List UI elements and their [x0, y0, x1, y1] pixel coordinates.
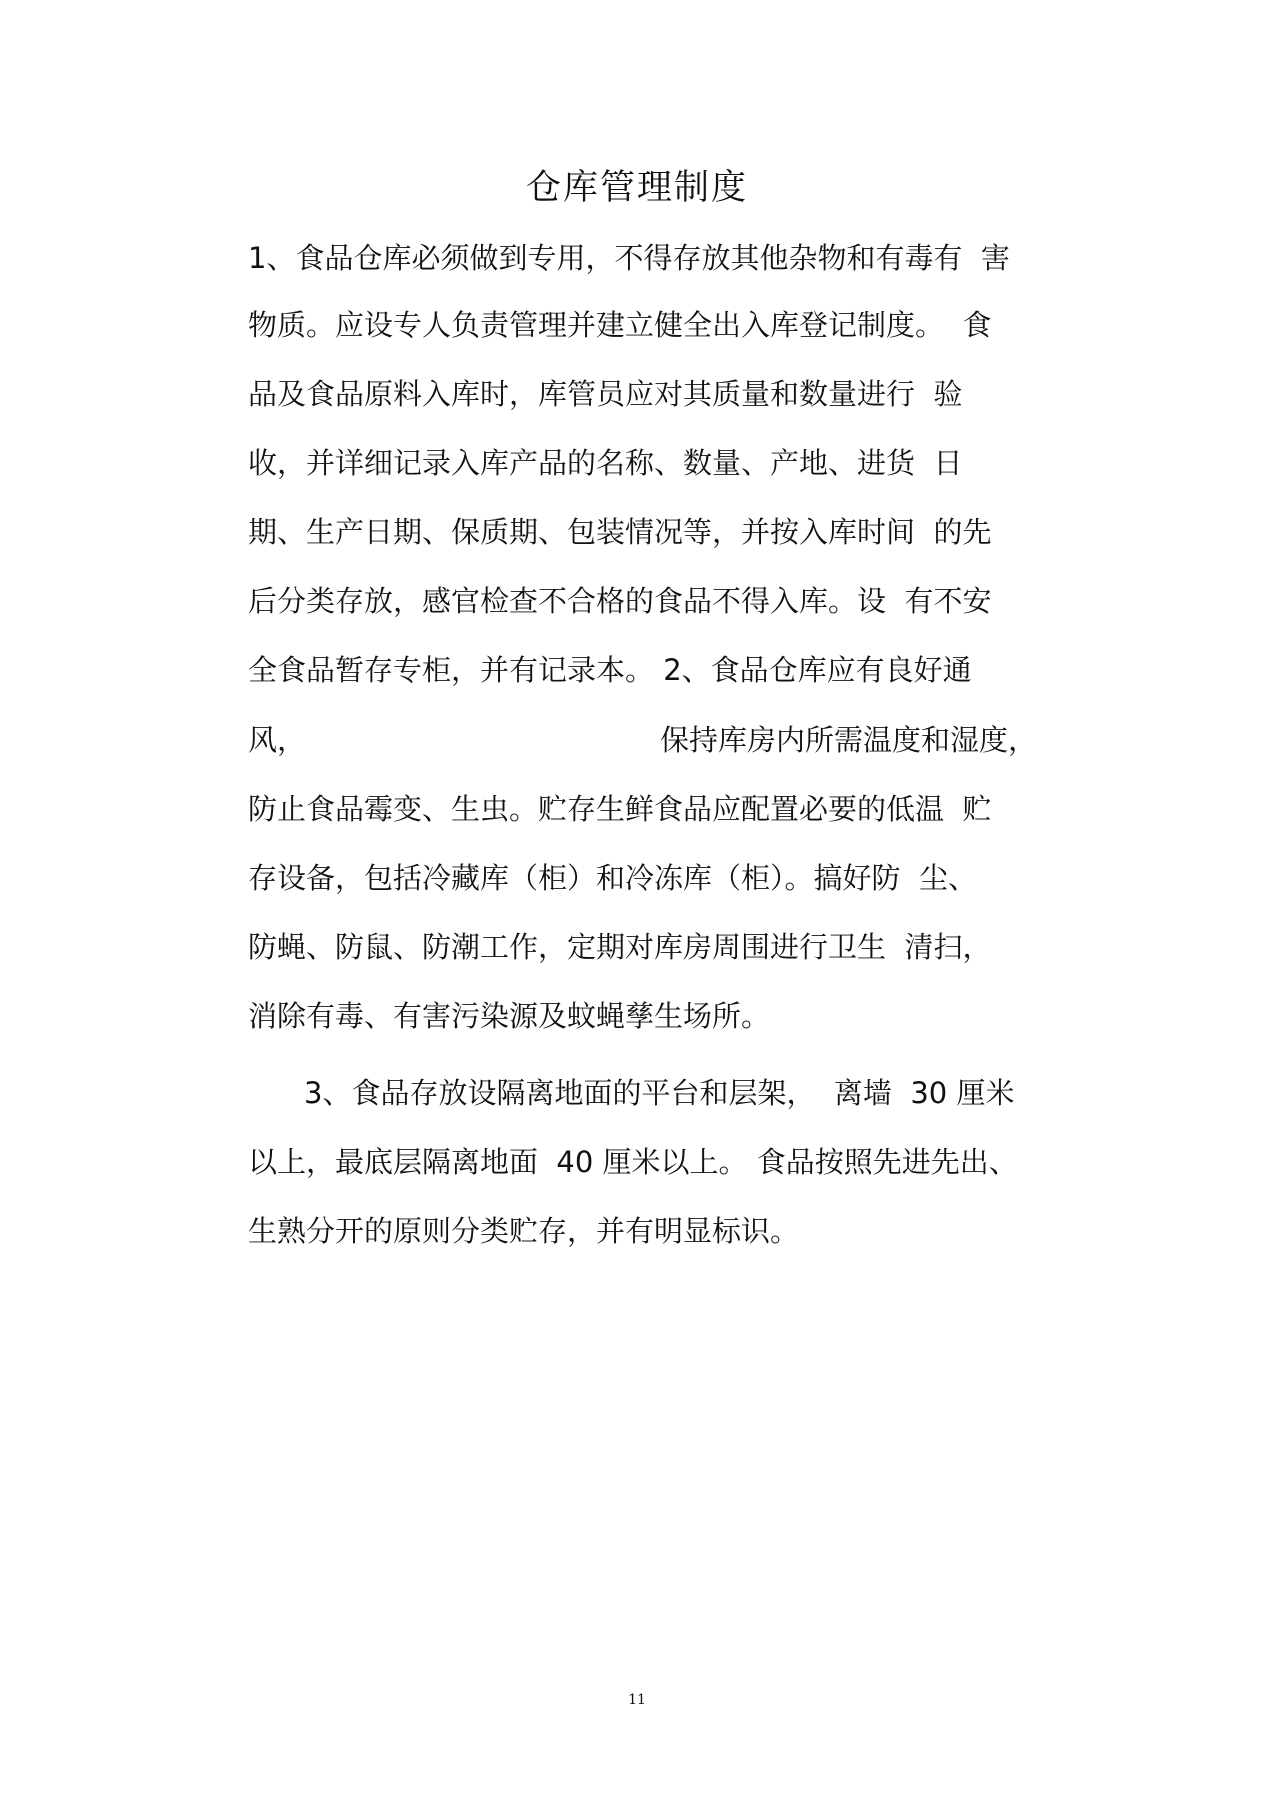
body-line: 期、生产日期、保质期、包装情况等，并按入库时间 的先: [248, 515, 992, 549]
body-line-fragment-right: 保持库房内所需温度和湿度，: [660, 723, 1038, 757]
body-line: 后分类存放，感官检查不合格的食品不得入库。设 有不安: [248, 584, 992, 618]
paragraph-3-line: 生熟分开的原则分类贮存，并有明显标识。: [248, 1214, 800, 1248]
body-line: 物质。应设专人负责管理并建立健全出入库登记制度。 食: [248, 308, 992, 342]
page-number: 11: [628, 1692, 646, 1708]
paragraph-3-line: 以上，最底层隔离地面 40 厘米以上。 食品按照先进先出、: [248, 1145, 1018, 1179]
body-line: 全食品暂存专柜，并有记录本。 2、食品仓库应有良好通: [248, 653, 972, 687]
body-line: 品及食品原料入库时，库管员应对其质量和数量进行 验: [248, 377, 963, 411]
body-line: 存设备，包括冷藏库（柜）和冷冻库（柜）。搞好防 尘、: [248, 861, 977, 895]
body-line: 收，并详细记录入库产品的名称、数量、产地、进货 日: [248, 446, 963, 480]
body-line: 防蝇、防鼠、防潮工作，定期对库房周围进行卫生 清扫，: [248, 930, 992, 964]
body-line: 消除有毒、有害污染源及蚊蝇孳生场所。: [248, 999, 771, 1033]
page-title: 仓库管理制度: [525, 168, 748, 208]
body-line: 1、食品仓库必须做到专用，不得存放其他杂物和有毒有 害: [248, 241, 1010, 275]
paragraph-3-line: 3、食品存放设隔离地面的平台和层架， 离墙 30 厘米: [304, 1076, 1015, 1110]
body-line-fragment-left: 风，: [248, 723, 307, 757]
body-line: 防止食品霉变、生虫。贮存生鲜食品应配置必要的低温 贮: [248, 792, 992, 826]
